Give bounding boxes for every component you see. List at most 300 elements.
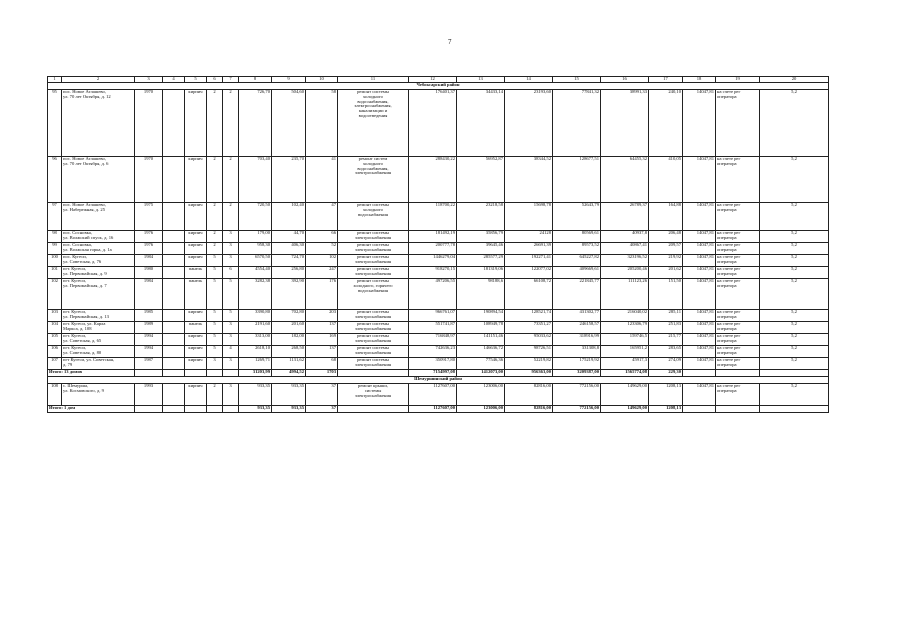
cell-empty — [135, 370, 163, 377]
cell-per_m: 285,11 — [649, 310, 683, 322]
cell-lim: 14047,81 — [683, 310, 716, 322]
cell-addr: пгт. Кугеси, ул. Карла Маркса, д. 108 — [62, 322, 135, 334]
cell-other: 111123,26 — [601, 279, 649, 310]
house-row — [48, 346, 829, 358]
cell-method: на счете рег оператора — [716, 231, 760, 243]
cell-work: ремонт системы электроснабжения — [338, 322, 409, 334]
cell-fund: 181319,06 — [457, 267, 505, 279]
cell-fund: 35856,79 — [457, 231, 505, 243]
cell-other: 26789,37 — [601, 203, 649, 231]
cell-rep: 128521,74 — [505, 310, 553, 322]
total-people: 1703 — [306, 370, 338, 377]
house-row — [48, 157, 829, 203]
cell-term: 5,2 — [760, 231, 829, 243]
cell-empty — [223, 370, 239, 377]
cell-rep: 95033,62 — [505, 334, 553, 346]
cell-lim: 14047,81 — [683, 231, 716, 243]
cell-per_m: 1208,13 — [649, 384, 683, 406]
cell-empty — [760, 370, 829, 377]
cell-total: 1446279,04 — [409, 255, 457, 267]
cell-own: 246158,57 — [553, 322, 601, 334]
cell-own: 128677,51 — [553, 157, 601, 203]
house-row — [48, 255, 829, 267]
cell-work: ремонт системы электроснабжения — [338, 310, 409, 322]
cell-area2: 44,70 — [272, 231, 306, 243]
cell-empty — [163, 384, 185, 406]
cell-fund: 98188,6 — [457, 279, 505, 310]
cell-year: 1970 — [135, 157, 163, 203]
cell-empty — [163, 243, 185, 255]
cell-people: 169 — [306, 334, 338, 346]
cell-addr: пос. Новое Атлашево, ул. 70 лет Октября, д. 6 — [62, 157, 135, 203]
cell-area: 933,35 — [239, 384, 272, 406]
cell-ent: 3 — [223, 231, 239, 243]
cell-area2: 724,70 — [272, 255, 306, 267]
column-number: 5 — [185, 77, 207, 83]
cell-wall: кирпич — [185, 243, 207, 255]
cell-ent: 2 — [223, 157, 239, 203]
cell-total: 716848,97 — [409, 334, 457, 346]
cell-area2: 702,80 — [272, 310, 306, 322]
region-title: Чебоксарский район — [48, 83, 829, 90]
cell-ent: 3 — [223, 334, 239, 346]
cell-empty — [163, 346, 185, 358]
cell-addr: с. Шемурша, ул. Космовского, д. 9 — [62, 384, 135, 406]
column-number: 11 — [338, 77, 409, 83]
cell-work: ремонт системы электроснабжения — [338, 346, 409, 358]
cell-empty — [207, 406, 223, 413]
column-number: 17 — [649, 77, 683, 83]
cell-empty — [163, 231, 185, 243]
total-fund: 1412073,00 — [457, 370, 505, 377]
cell-floors: 5 — [207, 346, 223, 358]
cell-lim: 14047,81 — [683, 255, 716, 267]
cell-empty — [683, 406, 716, 413]
cell-year: 1970 — [135, 90, 163, 157]
house-row — [48, 90, 829, 157]
cell-floors: 5 — [207, 334, 223, 346]
total-row — [48, 406, 829, 413]
cell-term: 5,2 — [760, 334, 829, 346]
house-row — [48, 243, 829, 255]
cell-method: на счете рег оператора — [716, 90, 760, 157]
cell-work: ремонт системы электроснабжения — [338, 334, 409, 346]
column-number: 13 — [457, 77, 505, 83]
cell-area: 2618,10 — [239, 346, 272, 358]
cell-total: 1127607,00 — [409, 384, 457, 406]
cell-lim: 14047,81 — [683, 279, 716, 310]
cell-total: 742636,23 — [409, 346, 457, 358]
cell-year: 1989 — [135, 322, 163, 334]
cell-wall: кирпич — [185, 334, 207, 346]
cell-area: 720,50 — [239, 203, 272, 231]
cell-method: на счете рег оператора — [716, 255, 760, 267]
cell-empty — [163, 267, 185, 279]
cell-rep: 192271,41 — [505, 255, 553, 267]
region-row — [48, 83, 829, 90]
cell-area: 4554,40 — [239, 267, 272, 279]
cell-n: 102 — [48, 279, 62, 310]
cell-n: 107 — [48, 358, 62, 370]
cell-term: 5,2 — [760, 157, 829, 203]
cell-method: на счете рег оператора — [716, 322, 760, 334]
cell-other: 323196,52 — [601, 255, 649, 267]
cell-wall: кирпич — [185, 203, 207, 231]
cell-floors: 2 — [207, 243, 223, 255]
column-number: 3 — [135, 77, 163, 83]
cell-other: 45917,3 — [601, 358, 649, 370]
column-number: 1 — [48, 77, 62, 83]
cell-work: ремонт системы холодного, горячего водоснабжения — [338, 279, 409, 310]
cell-year: 1984 — [135, 255, 163, 267]
cell-other: 165951,2 — [601, 346, 649, 358]
cell-per_m: 206,48 — [649, 231, 683, 243]
cell-empty — [683, 370, 716, 377]
cell-fund: 108949,78 — [457, 322, 505, 334]
house-row — [48, 203, 829, 231]
cell-method: на счете рег оператора — [716, 310, 760, 322]
total-area2: 933,35 — [272, 406, 306, 413]
total-other: 149629,00 — [601, 406, 649, 413]
cell-total: 176401,37 — [409, 90, 457, 157]
cell-area2: 268,50 — [272, 346, 306, 358]
cell-ent: 3 — [223, 255, 239, 267]
cell-area2: 933,35 — [272, 384, 306, 406]
cell-rep: 24128 — [505, 231, 553, 243]
cell-per_m: 283,65 — [649, 346, 683, 358]
cell-addr: пгт. Кугеси, ул. Первомайская, д. 7 — [62, 279, 135, 310]
cell-fund: 123006,00 — [457, 384, 505, 406]
cell-term: 5,2 — [760, 322, 829, 334]
house-row — [48, 334, 829, 346]
cell-term: 5,2 — [760, 90, 829, 157]
total-rep: 82816,00 — [505, 406, 553, 413]
column-number: 4 — [163, 77, 185, 83]
total-area2: 4994,52 — [272, 370, 306, 377]
cell-wall: панель — [185, 267, 207, 279]
cell-per_m: 201,62 — [649, 267, 683, 279]
cell-work: ремонт системы холодного водоснабжения, электроснабжения, канализации и водоотведения — [338, 90, 409, 157]
cell-other: 64455,32 — [601, 157, 649, 203]
cell-total: 350917,80 — [409, 358, 457, 370]
cell-year: 1987 — [135, 358, 163, 370]
cell-total: 918270,15 — [409, 267, 457, 279]
cell-year: 1994 — [135, 334, 163, 346]
cell-area: 1269,71 — [239, 358, 272, 370]
cell-empty — [163, 157, 185, 203]
cell-lim: 14047,81 — [683, 346, 716, 358]
cell-term: 5,2 — [760, 358, 829, 370]
cell-addr: пос. Сосновка, ул. Волжская горка, д. 1а — [62, 243, 135, 255]
column-number: 2 — [62, 77, 135, 83]
cell-term: 5,2 — [760, 243, 829, 255]
cell-lim: 14047,81 — [683, 267, 716, 279]
total-cost: 1127607,00 — [409, 406, 457, 413]
cell-rep: 82816,00 — [505, 384, 553, 406]
cell-own: 77841,32 — [553, 90, 601, 157]
cell-per_m: 274,09 — [649, 358, 683, 370]
column-number: 20 — [760, 77, 829, 83]
cell-addr: пгт. Кугеси, ул. Советская, д. 80 — [62, 346, 135, 358]
cell-n: 103 — [48, 310, 62, 322]
cell-per_m: 164,88 — [649, 203, 683, 231]
cell-own: 318916,99 — [553, 334, 601, 346]
cell-method: на счете рег оператора — [716, 346, 760, 358]
cell-ent: 3 — [223, 358, 239, 370]
cell-total: 288430,22 — [409, 157, 457, 203]
cell-area2: 504,60 — [272, 90, 306, 157]
total-own: 772156,00 — [553, 406, 601, 413]
cell-addr: пос. Новое Атлашево, ул. 70 лет Октября, д. 12 — [62, 90, 135, 157]
cell-fund: 141151,46 — [457, 334, 505, 346]
cell-area: 703,40 — [239, 157, 272, 203]
cell-own: 175219,92 — [553, 358, 601, 370]
cell-own: 772156,00 — [553, 384, 601, 406]
cell-other: 123306,79 — [601, 322, 649, 334]
cell-per_m: 215,77 — [649, 334, 683, 346]
cell-people: 37 — [306, 384, 338, 406]
column-number: 6 — [207, 77, 223, 83]
cell-rep: 23193,60 — [505, 90, 553, 157]
cell-year: 1994 — [135, 346, 163, 358]
cell-n: 108 — [48, 384, 62, 406]
cell-n: 96 — [48, 157, 62, 203]
cell-ent: 5 — [223, 310, 239, 322]
cell-empty — [338, 406, 409, 413]
column-number: 15 — [553, 77, 601, 83]
cell-work: ремонт системы электроснабжения — [338, 267, 409, 279]
cell-own: 52643,79 — [553, 203, 601, 231]
cell-n: 100 — [48, 255, 62, 267]
cell-empty — [207, 370, 223, 377]
cell-work: ремонт системы холодного водоснабжения — [338, 203, 409, 231]
cell-people: 137 — [306, 346, 338, 358]
cell-lim: 14047,81 — [683, 384, 716, 406]
cell-work: ремонт крыши, системы электроснабжения — [338, 384, 409, 406]
cell-area: 958,30 — [239, 243, 272, 255]
cell-wall: кирпич — [185, 346, 207, 358]
cell-wall: кирпич — [185, 358, 207, 370]
total-area: 933,35 — [239, 406, 272, 413]
cell-term: 5,2 — [760, 267, 829, 279]
cell-wall: кирпич — [185, 255, 207, 267]
cell-wall: кирпич — [185, 231, 207, 243]
cell-method: на счете рег оператора — [716, 267, 760, 279]
cell-area: 2191,60 — [239, 322, 272, 334]
cell-people: 102 — [306, 255, 338, 267]
cell-year: 1984 — [135, 279, 163, 310]
cell-fund: 190894,54 — [457, 310, 505, 322]
cell-empty — [338, 370, 409, 377]
cell-own: 331308,8 — [553, 346, 601, 358]
cell-other: 205200,46 — [601, 267, 649, 279]
cell-addr: пос. Сосновка, ул. Волжский спуск, д. 16 — [62, 231, 135, 243]
cell-floors: 5 — [207, 279, 223, 310]
cell-total: 200777,78 — [409, 243, 457, 255]
cell-area: 726,70 — [239, 90, 272, 157]
cell-empty — [163, 370, 185, 377]
cell-ent: 3 — [223, 243, 239, 255]
cell-fund: 285577,29 — [457, 255, 505, 267]
house-row — [48, 267, 829, 279]
cell-area: 6570,50 — [239, 255, 272, 267]
total-label: Итого: 1 дом — [48, 406, 135, 413]
cell-total: 181492,19 — [409, 231, 457, 243]
cell-wall: кирпич — [185, 157, 207, 203]
cell-area: 179,00 — [239, 231, 272, 243]
cell-people: 41 — [306, 157, 338, 203]
house-row — [48, 310, 829, 322]
cell-addr: пгт. Кугеси, ул. Первомайская, д. 9 — [62, 267, 135, 279]
cell-year: 1985 — [135, 310, 163, 322]
cell-area2: 1131,62 — [272, 358, 306, 370]
cell-empty — [185, 406, 207, 413]
cell-lim: 14047,81 — [683, 203, 716, 231]
cell-total: 118700,22 — [409, 203, 457, 231]
cell-fund: 56952,87 — [457, 157, 505, 203]
cell-people: 203 — [306, 310, 338, 322]
cell-wall: кирпич — [185, 90, 207, 157]
cell-per_m: 209,57 — [649, 243, 683, 255]
cell-empty — [716, 406, 760, 413]
cell-n: 101 — [48, 267, 62, 279]
cell-addr: пос. Кугеси, ул. Советская, д. 76 — [62, 255, 135, 267]
cell-addr: пос. Новое Атлашево, ул. Набережная, д. 25 — [62, 203, 135, 231]
cell-own: 409669,61 — [553, 267, 601, 279]
cell-n: 106 — [48, 346, 62, 358]
cell-floors: 5 — [207, 267, 223, 279]
cell-empty — [163, 279, 185, 310]
cell-own: 645227,82 — [553, 255, 601, 267]
cell-floors: 2 — [207, 157, 223, 203]
cell-ent: 6 — [223, 267, 239, 279]
cell-rep: 52219,82 — [505, 358, 553, 370]
total-label: Итого: 13 домов — [48, 370, 135, 377]
cell-method: на счете рег оператора — [716, 358, 760, 370]
cell-people: 176 — [306, 279, 338, 310]
cell-method: на счете рег оператора — [716, 279, 760, 310]
column-number: 9 — [272, 77, 306, 83]
cell-fund: 39645,46 — [457, 243, 505, 255]
cell-people: 137 — [306, 322, 338, 334]
column-number: 10 — [306, 77, 338, 83]
cell-fund: 23218,58 — [457, 203, 505, 231]
column-number: 12 — [409, 77, 457, 83]
page-number: 7 — [448, 38, 452, 46]
cell-per_m: 240,10 — [649, 90, 683, 157]
cell-year: 1980 — [135, 267, 163, 279]
total-rep: 956363,00 — [505, 370, 553, 377]
cell-own: 221845,77 — [553, 279, 601, 310]
cell-work: ремонт системы электроснабжения — [338, 243, 409, 255]
cell-empty — [135, 406, 163, 413]
cell-term: 5,2 — [760, 279, 829, 310]
cell-rep: 15698,78 — [505, 203, 553, 231]
cell-own: 431302,77 — [553, 310, 601, 322]
cell-floors: 2 — [207, 231, 223, 243]
cell-total: 497206,55 — [409, 279, 457, 310]
cell-term: 5,2 — [760, 310, 829, 322]
cell-wall: кирпич — [185, 310, 207, 322]
cell-area2: 256,80 — [272, 267, 306, 279]
cell-other: 40937,8 — [601, 231, 649, 243]
cell-ent: 4 — [223, 346, 239, 358]
cell-work: ремонт системы электроснабжения — [338, 358, 409, 370]
cell-area2: 392,90 — [272, 279, 306, 310]
cell-term: 5,2 — [760, 384, 829, 406]
cell-n: 105 — [48, 334, 62, 346]
cell-work: ремонт системы электроснабжения — [338, 255, 409, 267]
cell-empty — [163, 255, 185, 267]
cell-work: ремонт системы электроснабжения — [338, 231, 409, 243]
cell-area: 3313,00 — [239, 334, 272, 346]
cell-year: 1976 — [135, 243, 163, 255]
house-row — [48, 231, 829, 243]
total-other: 1565774,08 — [601, 370, 649, 377]
cell-year: 1993 — [135, 384, 163, 406]
cell-empty — [760, 406, 829, 413]
cell-per_m: 410,05 — [649, 157, 683, 203]
cell-per_m: 219,92 — [649, 255, 683, 267]
region-title: Шемуршинский район — [48, 377, 829, 384]
cell-floors: 2 — [207, 384, 223, 406]
cell-ent: 5 — [223, 279, 239, 310]
cell-ent: 2 — [223, 203, 239, 231]
repair-program-table — [47, 76, 829, 413]
cell-method: на счете рег оператора — [716, 384, 760, 406]
total-cost: 7154997,08 — [409, 370, 457, 377]
cell-lim: 14047,81 — [683, 334, 716, 346]
house-row — [48, 384, 829, 406]
cell-addr: пгт Кугеси, ул. Советская, д. 79 — [62, 358, 135, 370]
column-number: 18 — [683, 77, 716, 83]
cell-people: 247 — [306, 267, 338, 279]
cell-empty — [163, 358, 185, 370]
cell-term: 5,2 — [760, 255, 829, 267]
total-own: 3209387,00 — [553, 370, 601, 377]
cell-n: 104 — [48, 322, 62, 334]
cell-ent: 2 — [223, 90, 239, 157]
cell-rep: 26691,39 — [505, 243, 553, 255]
cell-n: 95 — [48, 90, 62, 157]
cell-empty — [163, 322, 185, 334]
cell-people: 68 — [306, 358, 338, 370]
cell-n: 99 — [48, 243, 62, 255]
cell-other: 149629,00 — [601, 384, 649, 406]
cell-year: 1976 — [135, 231, 163, 243]
column-number: 7 — [223, 77, 239, 83]
cell-empty — [163, 406, 185, 413]
cell-addr: пгт. Кугеси, ул. Советская, д. 65 — [62, 334, 135, 346]
cell-total: 966761,07 — [409, 310, 457, 322]
total-fund: 123006,00 — [457, 406, 505, 413]
column-number: 14 — [505, 77, 553, 83]
column-number: 8 — [239, 77, 272, 83]
cell-lim: 14047,81 — [683, 243, 716, 255]
cell-area2: 406,30 — [272, 243, 306, 255]
cell-people: 66 — [306, 231, 338, 243]
cell-people: 52 — [306, 243, 338, 255]
cell-other: 216040,02 — [601, 310, 649, 322]
house-row — [48, 358, 829, 370]
cell-method: на счете рег оператора — [716, 334, 760, 346]
cell-wall: панель — [185, 322, 207, 334]
cell-lim: 14047,81 — [683, 358, 716, 370]
cell-empty — [223, 406, 239, 413]
cell-people: 58 — [306, 90, 338, 157]
cell-method: на счете рег оператора — [716, 243, 760, 255]
cell-floors: 5 — [207, 310, 223, 322]
